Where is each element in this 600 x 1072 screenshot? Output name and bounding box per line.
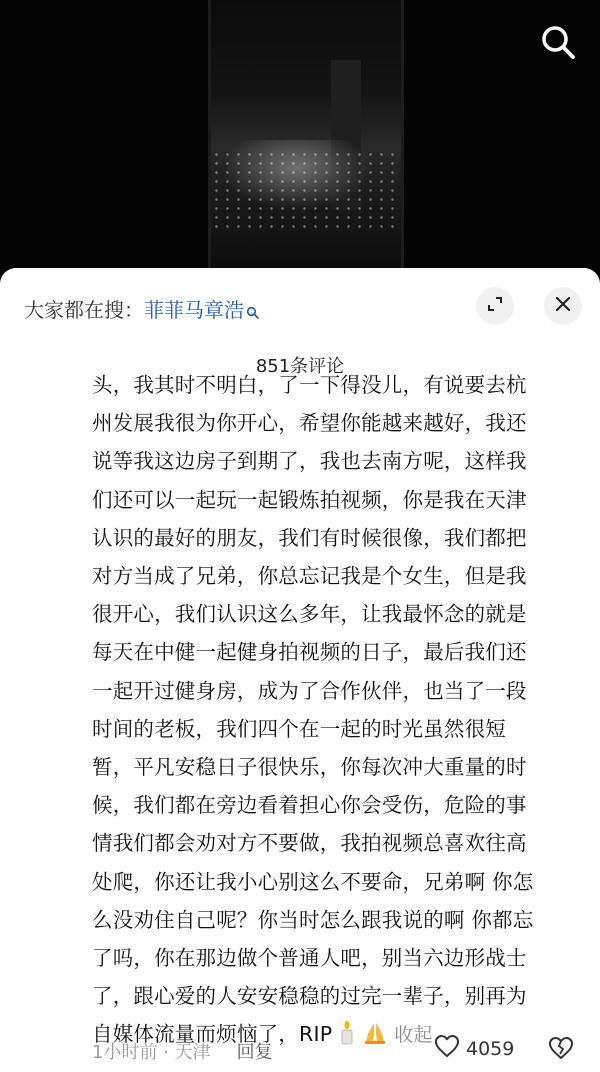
comment-line: 每天在中健一起健身拍视频的日子，最后我们还 <box>92 640 527 665</box>
pray-emoji <box>362 1020 388 1046</box>
heart-icon <box>434 1034 460 1063</box>
comment-line: 州发展我很为你开心，希望你能越来越好，我还 <box>92 411 527 436</box>
comment-body <box>0 373 600 1047</box>
search-icon[interactable] <box>538 22 578 62</box>
comment-line: 说等我这边房子到期了，我也去南方呢，这样我 <box>92 449 527 474</box>
comment-line: 候，我们都在旁边看着担心你会受伤，危险的事 <box>92 793 527 818</box>
comment-line: 情我们都会劝对方不要做，我拍视频总喜欢往高 <box>92 831 527 856</box>
comment-line: 了，跟心爱的人安安稳稳的过完一辈子，别再为 <box>92 984 527 1009</box>
comment-sheet <box>0 268 600 1072</box>
comment-line: 暂，平凡安稳日子很快乐，你每次冲大重量的时 <box>92 755 527 780</box>
comment-line: 们还可以一起玩一起锻炼拍视频，你是我在天津 <box>92 487 527 512</box>
comment-line: 很开心，我们认识这么多年，让我最怀念的就是 <box>92 602 527 627</box>
hot-search-keyword[interactable]: 菲菲马章浩 <box>144 297 244 322</box>
comment-line: 对方当成了兄弟，你总忘记我是个女生，但是我 <box>92 564 527 589</box>
close-icon <box>554 295 572 317</box>
like-count: 4059 <box>466 1037 515 1060</box>
hot-search-bar <box>24 294 260 322</box>
reply-button[interactable]: 回复 <box>236 1042 273 1063</box>
magnifier-mini-icon <box>246 301 260 315</box>
comment-line: 么没劝住自己呢？你当时怎么跟我说的啊 你都忘 <box>92 907 534 932</box>
expand-button[interactable] <box>476 287 514 325</box>
comments-count: 851条评论 <box>255 356 345 377</box>
comment-line-text: 自媒体流量而烦恼了，RIP <box>92 1022 333 1047</box>
night-city-window-image <box>208 0 404 268</box>
comment-line: 了吗，你在那边做个普通人吧，别当六边形战士 <box>92 946 527 971</box>
comment-meta <box>92 1038 273 1064</box>
video-background <box>0 0 600 290</box>
comment-line: 头，我其时不明白，了一下得没儿，有说要去杭 <box>92 373 527 397</box>
comment-text <box>92 366 572 1055</box>
comment-line: 认识的最好的朋友，我们有时候很像，我们都把 <box>92 525 527 550</box>
comment-line: 时间的老板，我们四个在一起的时光虽然很短 <box>92 716 506 741</box>
like-button[interactable] <box>434 1034 514 1063</box>
comment-line: 一起开过健身房，成为了合作伙伴，也当了一段 <box>92 678 527 703</box>
dislike-heart-icon <box>548 1045 574 1064</box>
dislike-button[interactable] <box>548 1036 574 1062</box>
comment-line: 处爬，你还让我小心别这么不要命，兄弟啊 你怎 <box>92 869 534 894</box>
collapse-button[interactable]: 收起 <box>394 1024 433 1047</box>
hot-search-prefix: 大家都在搜： <box>24 297 144 322</box>
comment-time-location: 1小时前 · 天津 <box>92 1042 211 1063</box>
candle-emoji <box>334 1020 360 1046</box>
expand-icon <box>485 294 505 318</box>
close-button[interactable] <box>544 287 582 325</box>
